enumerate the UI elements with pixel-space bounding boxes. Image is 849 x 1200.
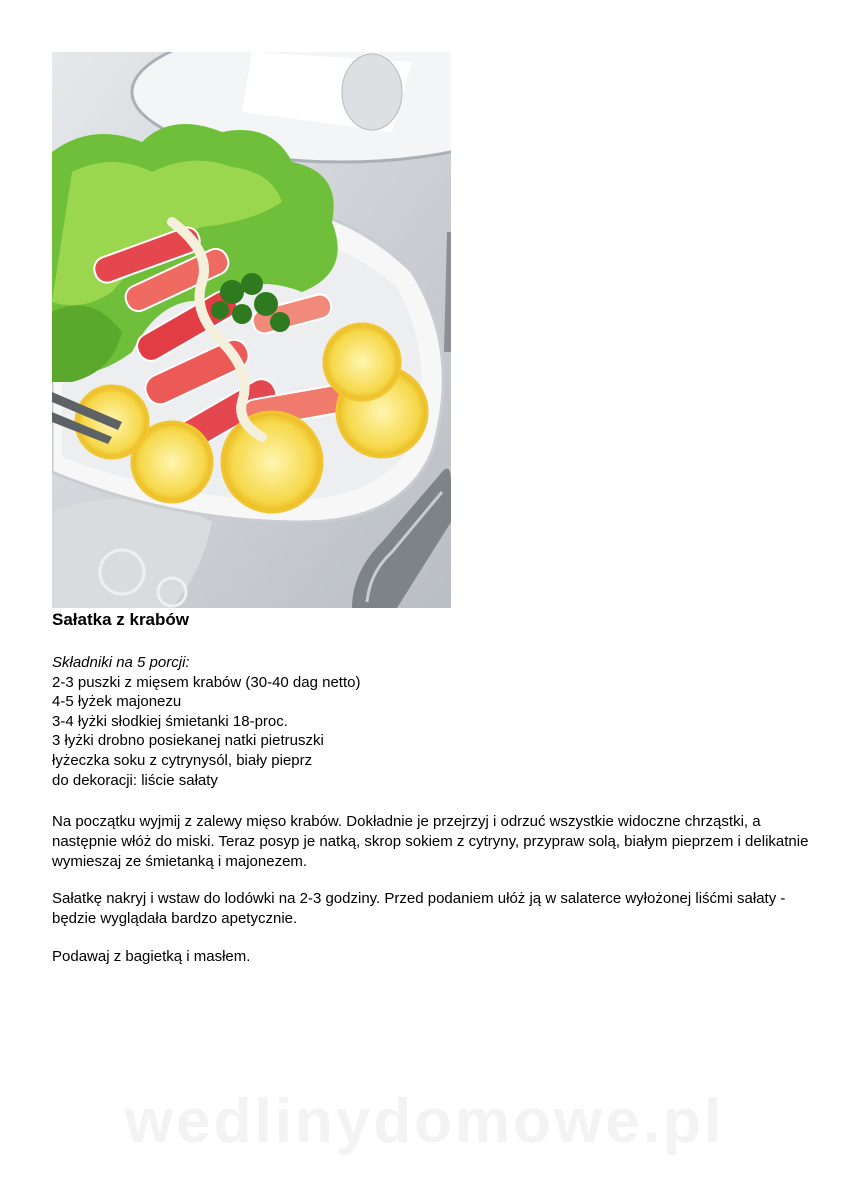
- ingredient-item: 3 łyżki drobno posiekanej natki pietruszki: [52, 732, 324, 750]
- salad-photo: [52, 52, 451, 608]
- instructions-paragraph-2: Sałatkę nakryj i wstaw do lodówki na 2-3 godziny. Przed podaniem ułóż ją w salaterce wyłożonej liśćmi sałaty - będzie wyglądała bardzo apetycznie.: [52, 890, 786, 927]
- ingredients-heading: Składniki na 5 porcji:: [52, 654, 190, 671]
- ingredients-list: [52, 653, 360, 790]
- ingredient-item: 2-3 puszki z mięsem krabów (30-40 dag netto): [52, 673, 361, 691]
- site-watermark: wedlinydomowe.pl: [124, 1087, 725, 1156]
- serving-paragraph: Podawaj z bagietką i masłem.: [52, 948, 251, 965]
- recipe-title: Sałatka z krabów: [52, 610, 190, 629]
- ingredient-item: 3-4 łyżki słodkiej śmietanki 18-proc.: [52, 712, 288, 730]
- ingredient-item: łyżeczka soku z cytrynysól, biały pieprz: [52, 751, 313, 769]
- ingredient-item: 4-5 łyżek majonezu: [52, 693, 182, 711]
- instructions-paragraph-1: Na początku wyjmij z zalewy mięso krabów. Dokładnie je przejrzyj i odrzuć wszystkie widoczne chrząstki, a następnie włóż do miski. Teraz posyp je natką, skrop sokiem z cytryny, przypraw solą, białym pieprzem i delikatnie wymieszaj ze śmietanką i majonezem.: [52, 813, 809, 870]
- ingredient-item: do dekoracji: liście sałaty: [52, 771, 218, 789]
